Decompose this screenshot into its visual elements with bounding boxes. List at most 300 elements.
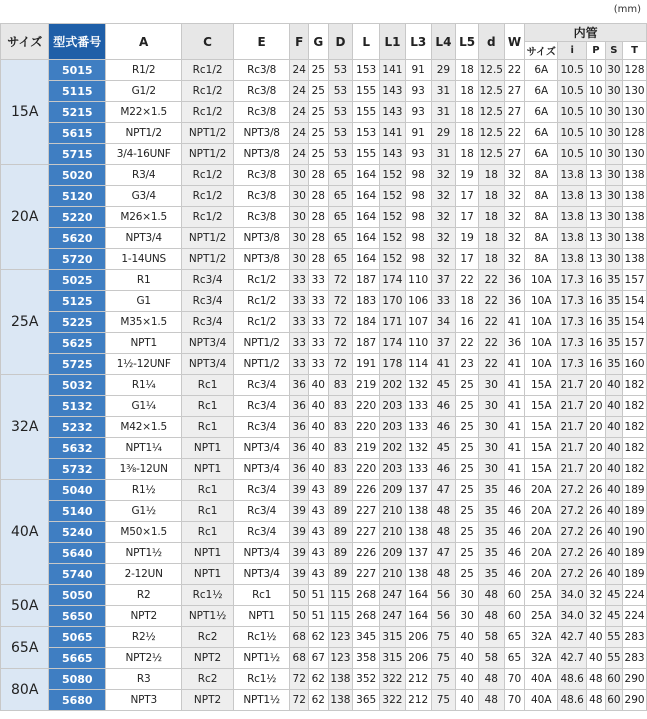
- cell-l5: 25: [456, 543, 479, 564]
- cell-p: 32: [587, 585, 606, 606]
- cell-t: 182: [623, 459, 647, 480]
- cell-g: 43: [309, 501, 329, 522]
- cell-inner-size: 20A: [525, 564, 558, 585]
- cell-d-upper: 83: [328, 396, 353, 417]
- size-group-cell: 32A: [1, 375, 49, 480]
- cell-model: 5680: [49, 690, 106, 711]
- cell-l5: 18: [456, 81, 479, 102]
- cell-e: Rc3/4: [233, 417, 290, 438]
- cell-model: 5125: [49, 291, 106, 312]
- cell-l1: 141: [380, 60, 406, 81]
- cell-g: 43: [309, 480, 329, 501]
- cell-l4: 32: [431, 228, 456, 249]
- cell-d-upper: 115: [328, 606, 353, 627]
- cell-a: NPT1¼: [106, 438, 182, 459]
- cell-s: 55: [605, 648, 623, 669]
- cell-l1: 210: [380, 564, 406, 585]
- cell-l: 164: [353, 207, 380, 228]
- cell-f: 30: [290, 207, 309, 228]
- cell-inner-size: 8A: [525, 186, 558, 207]
- table-row: [1, 564, 647, 585]
- cell-a: M50×1.5: [106, 522, 182, 543]
- cell-f: 33: [290, 354, 309, 375]
- cell-l5: 25: [456, 459, 479, 480]
- cell-l4: 34: [431, 312, 456, 333]
- cell-c: Rc1: [182, 375, 234, 396]
- cell-l5: 16: [456, 312, 479, 333]
- cell-p: 16: [587, 291, 606, 312]
- cell-l3: 93: [405, 144, 431, 165]
- cell-l: 358: [353, 648, 380, 669]
- cell-d-lower: 48: [478, 585, 504, 606]
- cell-p: 20: [587, 438, 606, 459]
- cell-l1: 152: [380, 228, 406, 249]
- cell-l3: 91: [405, 123, 431, 144]
- cell-l5: 30: [456, 606, 479, 627]
- cell-inner-size: 40A: [525, 690, 558, 711]
- cell-i: 17.3: [558, 312, 587, 333]
- cell-s: 40: [605, 480, 623, 501]
- cell-l: 220: [353, 459, 380, 480]
- cell-e: Rc3/8: [233, 186, 290, 207]
- cell-model: 5640: [49, 543, 106, 564]
- cell-c: NPT3/4: [182, 333, 234, 354]
- cell-a: 2-12UN: [106, 564, 182, 585]
- header-f: F: [290, 24, 309, 60]
- cell-w: 22: [504, 123, 525, 144]
- cell-d-upper: 89: [328, 501, 353, 522]
- cell-t: 189: [623, 564, 647, 585]
- cell-i: 10.5: [558, 123, 587, 144]
- cell-e: NPT1½: [233, 690, 290, 711]
- cell-g: 40: [309, 417, 329, 438]
- cell-t: 283: [623, 627, 647, 648]
- cell-w: 41: [504, 312, 525, 333]
- table-row: [1, 543, 647, 564]
- cell-a: R3/4: [106, 165, 182, 186]
- size-group-cell: 50A: [1, 585, 49, 627]
- cell-inner-size: 40A: [525, 669, 558, 690]
- cell-a: 3/4-16UNF: [106, 144, 182, 165]
- cell-l1: 247: [380, 585, 406, 606]
- cell-f: 24: [290, 144, 309, 165]
- cell-l3: 98: [405, 207, 431, 228]
- cell-a: R1: [106, 270, 182, 291]
- cell-l5: 25: [456, 501, 479, 522]
- cell-model: 5650: [49, 606, 106, 627]
- table-row: [1, 417, 647, 438]
- cell-s: 40: [605, 459, 623, 480]
- cell-f: 30: [290, 249, 309, 270]
- spec-table: [0, 23, 647, 711]
- cell-inner-size: 10A: [525, 333, 558, 354]
- cell-d-upper: 89: [328, 564, 353, 585]
- cell-l1: 170: [380, 291, 406, 312]
- cell-g: 43: [309, 564, 329, 585]
- cell-w: 65: [504, 627, 525, 648]
- cell-l3: 138: [405, 564, 431, 585]
- size-group-cell: 40A: [1, 480, 49, 585]
- table-row: [1, 480, 647, 501]
- cell-i: 10.5: [558, 60, 587, 81]
- cell-l4: 46: [431, 459, 456, 480]
- cell-model: 5132: [49, 396, 106, 417]
- cell-l4: 45: [431, 438, 456, 459]
- cell-inner-size: 6A: [525, 144, 558, 165]
- cell-w: 41: [504, 417, 525, 438]
- cell-p: 26: [587, 543, 606, 564]
- cell-inner-size: 25A: [525, 606, 558, 627]
- cell-l: 226: [353, 543, 380, 564]
- cell-t: 224: [623, 585, 647, 606]
- cell-l5: 40: [456, 648, 479, 669]
- cell-inner-size: 32A: [525, 627, 558, 648]
- cell-l: 268: [353, 585, 380, 606]
- cell-e: Rc3/4: [233, 501, 290, 522]
- cell-l5: 17: [456, 207, 479, 228]
- cell-e: NPT1/2: [233, 354, 290, 375]
- cell-l1: 210: [380, 522, 406, 543]
- cell-t: 189: [623, 543, 647, 564]
- cell-l1: 247: [380, 606, 406, 627]
- cell-f: 68: [290, 627, 309, 648]
- cell-l4: 32: [431, 249, 456, 270]
- cell-i: 21.7: [558, 438, 587, 459]
- cell-l5: 18: [456, 60, 479, 81]
- cell-d-upper: 72: [328, 270, 353, 291]
- cell-a: M42×1.5: [106, 417, 182, 438]
- cell-l3: 206: [405, 627, 431, 648]
- cell-c: Rc1/2: [182, 81, 234, 102]
- cell-inner-size: 20A: [525, 522, 558, 543]
- cell-g: 51: [309, 606, 329, 627]
- cell-f: 72: [290, 669, 309, 690]
- cell-c: NPT1: [182, 438, 234, 459]
- cell-d-upper: 65: [328, 207, 353, 228]
- cell-l3: 137: [405, 543, 431, 564]
- table-row: [1, 60, 647, 81]
- table-row: [1, 648, 647, 669]
- cell-g: 28: [309, 228, 329, 249]
- cell-s: 30: [605, 102, 623, 123]
- cell-a: NPT1½: [106, 543, 182, 564]
- cell-i: 17.3: [558, 291, 587, 312]
- cell-g: 28: [309, 165, 329, 186]
- cell-d-lower: 48: [478, 606, 504, 627]
- cell-l4: 37: [431, 333, 456, 354]
- cell-p: 32: [587, 606, 606, 627]
- cell-model: 5232: [49, 417, 106, 438]
- cell-model: 5080: [49, 669, 106, 690]
- cell-i: 27.2: [558, 543, 587, 564]
- cell-e: Rc1/2: [233, 291, 290, 312]
- cell-c: Rc3/4: [182, 312, 234, 333]
- cell-c: NPT1: [182, 459, 234, 480]
- cell-l4: 75: [431, 648, 456, 669]
- cell-l: 164: [353, 228, 380, 249]
- cell-c: NPT1½: [182, 606, 234, 627]
- cell-l4: 29: [431, 123, 456, 144]
- cell-p: 16: [587, 312, 606, 333]
- header-l: L: [353, 24, 380, 60]
- cell-f: 36: [290, 396, 309, 417]
- cell-s: 55: [605, 627, 623, 648]
- cell-inner-size: 15A: [525, 459, 558, 480]
- cell-l4: 75: [431, 690, 456, 711]
- cell-d-lower: 22: [478, 270, 504, 291]
- cell-c: NPT1/2: [182, 123, 234, 144]
- cell-f: 39: [290, 480, 309, 501]
- cell-t: 138: [623, 207, 647, 228]
- cell-d-upper: 72: [328, 291, 353, 312]
- cell-w: 36: [504, 291, 525, 312]
- cell-l1: 315: [380, 627, 406, 648]
- cell-c: Rc1/2: [182, 102, 234, 123]
- cell-c: Rc3/4: [182, 270, 234, 291]
- cell-d-upper: 89: [328, 522, 353, 543]
- cell-d-upper: 138: [328, 690, 353, 711]
- cell-inner-size: 6A: [525, 81, 558, 102]
- cell-e: Rc3/8: [233, 207, 290, 228]
- cell-e: NPT3/8: [233, 228, 290, 249]
- cell-e: NPT1½: [233, 648, 290, 669]
- size-group-cell: 25A: [1, 270, 49, 375]
- cell-p: 10: [587, 81, 606, 102]
- cell-i: 17.3: [558, 333, 587, 354]
- cell-e: Rc3/4: [233, 522, 290, 543]
- cell-l: 155: [353, 144, 380, 165]
- cell-t: 189: [623, 501, 647, 522]
- cell-p: 40: [587, 627, 606, 648]
- cell-c: Rc1: [182, 522, 234, 543]
- cell-t: 154: [623, 312, 647, 333]
- cell-l4: 47: [431, 543, 456, 564]
- cell-s: 30: [605, 207, 623, 228]
- cell-g: 62: [309, 627, 329, 648]
- cell-l4: 31: [431, 81, 456, 102]
- cell-model: 5725: [49, 354, 106, 375]
- cell-g: 33: [309, 270, 329, 291]
- cell-p: 20: [587, 417, 606, 438]
- cell-g: 62: [309, 690, 329, 711]
- cell-d-lower: 18: [478, 165, 504, 186]
- cell-l5: 18: [456, 144, 479, 165]
- cell-l: 365: [353, 690, 380, 711]
- cell-s: 40: [605, 396, 623, 417]
- cell-p: 10: [587, 144, 606, 165]
- cell-l5: 19: [456, 228, 479, 249]
- cell-e: NPT3/4: [233, 438, 290, 459]
- cell-g: 51: [309, 585, 329, 606]
- cell-l3: 212: [405, 690, 431, 711]
- cell-a: R1/2: [106, 60, 182, 81]
- cell-i: 27.2: [558, 564, 587, 585]
- cell-s: 40: [605, 375, 623, 396]
- cell-d-lower: 35: [478, 522, 504, 543]
- cell-l1: 174: [380, 270, 406, 291]
- cell-i: 13.8: [558, 207, 587, 228]
- cell-e: Rc3/4: [233, 396, 290, 417]
- cell-d-lower: 18: [478, 207, 504, 228]
- cell-g: 28: [309, 207, 329, 228]
- cell-g: 25: [309, 123, 329, 144]
- unit-label: (mm): [613, 4, 641, 15]
- cell-e: Rc3/8: [233, 165, 290, 186]
- cell-f: 24: [290, 81, 309, 102]
- header-a: A: [106, 24, 182, 60]
- cell-l3: 114: [405, 354, 431, 375]
- cell-l4: 31: [431, 102, 456, 123]
- table-body: [1, 60, 647, 711]
- table-row: [1, 627, 647, 648]
- cell-c: NPT1/2: [182, 144, 234, 165]
- header-w: W: [504, 24, 525, 60]
- cell-inner-size: 20A: [525, 480, 558, 501]
- cell-inner-size: 20A: [525, 543, 558, 564]
- cell-s: 30: [605, 81, 623, 102]
- cell-g: 25: [309, 60, 329, 81]
- cell-l5: 18: [456, 102, 479, 123]
- cell-l: 220: [353, 396, 380, 417]
- table-row: [1, 270, 647, 291]
- cell-l1: 152: [380, 207, 406, 228]
- cell-w: 36: [504, 333, 525, 354]
- cell-l4: 31: [431, 144, 456, 165]
- cell-l: 219: [353, 438, 380, 459]
- cell-e: Rc3/8: [233, 102, 290, 123]
- cell-w: 70: [504, 690, 525, 711]
- table-row: [1, 165, 647, 186]
- cell-c: Rc1/2: [182, 186, 234, 207]
- cell-a: 1½-12UNF: [106, 354, 182, 375]
- cell-d-upper: 53: [328, 123, 353, 144]
- table-row: [1, 396, 647, 417]
- cell-w: 27: [504, 102, 525, 123]
- cell-p: 13: [587, 186, 606, 207]
- cell-model: 5115: [49, 81, 106, 102]
- cell-l3: 138: [405, 522, 431, 543]
- cell-e: Rc1½: [233, 669, 290, 690]
- cell-i: 27.2: [558, 501, 587, 522]
- cell-i: 17.3: [558, 270, 587, 291]
- cell-l1: 322: [380, 690, 406, 711]
- cell-c: Rc1: [182, 417, 234, 438]
- cell-s: 30: [605, 228, 623, 249]
- cell-t: 138: [623, 186, 647, 207]
- cell-d-lower: 12.5: [478, 60, 504, 81]
- cell-d-lower: 35: [478, 543, 504, 564]
- cell-inner-size: 8A: [525, 249, 558, 270]
- cell-d-lower: 12.5: [478, 81, 504, 102]
- cell-l3: 98: [405, 186, 431, 207]
- header-i: i: [558, 42, 587, 60]
- cell-l3: 98: [405, 165, 431, 186]
- cell-inner-size: 10A: [525, 312, 558, 333]
- cell-d-lower: 35: [478, 564, 504, 585]
- cell-model: 5665: [49, 648, 106, 669]
- cell-l1: 143: [380, 102, 406, 123]
- cell-l1: 202: [380, 375, 406, 396]
- cell-d-upper: 115: [328, 585, 353, 606]
- cell-d-lower: 30: [478, 417, 504, 438]
- cell-t: 160: [623, 354, 647, 375]
- table-row: [1, 585, 647, 606]
- cell-p: 48: [587, 669, 606, 690]
- table-row: [1, 186, 647, 207]
- table-row: [1, 228, 647, 249]
- header-inner-pipe: 内管: [525, 24, 647, 42]
- cell-s: 30: [605, 144, 623, 165]
- cell-l3: 133: [405, 396, 431, 417]
- cell-a: R3: [106, 669, 182, 690]
- cell-l1: 141: [380, 123, 406, 144]
- cell-t: 128: [623, 123, 647, 144]
- header-t: T: [623, 42, 647, 60]
- cell-i: 42.7: [558, 648, 587, 669]
- cell-model: 5240: [49, 522, 106, 543]
- cell-t: 157: [623, 333, 647, 354]
- cell-a: 1⅜-12UN: [106, 459, 182, 480]
- cell-l5: 40: [456, 690, 479, 711]
- cell-l: 183: [353, 291, 380, 312]
- table-row: [1, 354, 647, 375]
- cell-l4: 45: [431, 375, 456, 396]
- table-row: [1, 459, 647, 480]
- cell-l1: 178: [380, 354, 406, 375]
- cell-l: 352: [353, 669, 380, 690]
- cell-model: 5220: [49, 207, 106, 228]
- cell-model: 5040: [49, 480, 106, 501]
- cell-c: Rc2: [182, 669, 234, 690]
- cell-f: 36: [290, 459, 309, 480]
- cell-f: 39: [290, 522, 309, 543]
- cell-l3: 138: [405, 501, 431, 522]
- cell-f: 36: [290, 438, 309, 459]
- cell-f: 30: [290, 165, 309, 186]
- cell-model: 5720: [49, 249, 106, 270]
- cell-s: 35: [605, 270, 623, 291]
- cell-s: 35: [605, 291, 623, 312]
- cell-l4: 32: [431, 186, 456, 207]
- cell-l1: 143: [380, 81, 406, 102]
- table-row: [1, 81, 647, 102]
- cell-w: 36: [504, 270, 525, 291]
- header-size: サイズ: [1, 24, 49, 60]
- cell-l5: 22: [456, 333, 479, 354]
- cell-w: 27: [504, 144, 525, 165]
- cell-l1: 152: [380, 165, 406, 186]
- cell-p: 16: [587, 270, 606, 291]
- cell-e: NPT3/8: [233, 249, 290, 270]
- cell-c: Rc1: [182, 480, 234, 501]
- cell-c: Rc1/2: [182, 207, 234, 228]
- cell-inner-size: 6A: [525, 102, 558, 123]
- cell-e: NPT3/8: [233, 144, 290, 165]
- cell-p: 26: [587, 564, 606, 585]
- cell-l5: 30: [456, 585, 479, 606]
- cell-a: R1½: [106, 480, 182, 501]
- cell-f: 24: [290, 102, 309, 123]
- cell-a: 1-14UNS: [106, 249, 182, 270]
- cell-t: 182: [623, 438, 647, 459]
- cell-inner-size: 10A: [525, 354, 558, 375]
- cell-t: 130: [623, 102, 647, 123]
- cell-d-upper: 65: [328, 228, 353, 249]
- cell-c: NPT2: [182, 690, 234, 711]
- size-group-cell: 20A: [1, 165, 49, 270]
- cell-s: 30: [605, 60, 623, 81]
- cell-a: R2½: [106, 627, 182, 648]
